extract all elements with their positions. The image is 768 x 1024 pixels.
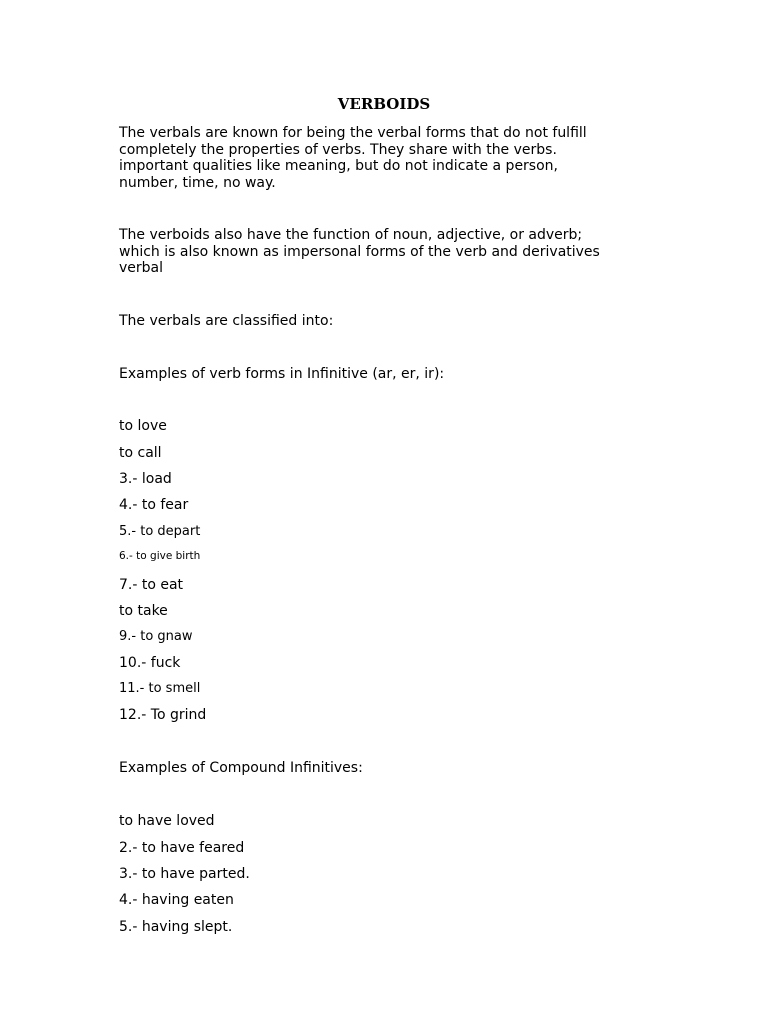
list-item: 2.- to have feared bbox=[119, 840, 245, 856]
function-paragraph: The verboids also have the function of noun, adjective, or adverb; which is also known as impersonal forms of the verb and derivatives verbal bbox=[119, 227, 600, 276]
list-item: to love bbox=[119, 418, 167, 434]
list-item: 6.- to give birth bbox=[119, 550, 201, 562]
intro-paragraph: The verbals are known for being the verbal forms that do not fulfill completely the properties of verbs. They share with the verbs. important qualities like meaning, but do not indicate a person, number, time, no way. bbox=[119, 125, 587, 191]
list-item: to call bbox=[119, 445, 162, 461]
list-item: 5.- to depart bbox=[119, 524, 201, 539]
page-title: VERBOIDS bbox=[337, 95, 431, 113]
infinitive-heading: Examples of verb forms in Infinitive (ar, er, ir): bbox=[119, 366, 445, 382]
list-item: 9.- to gnaw bbox=[119, 629, 193, 644]
classification-paragraph: The verbals are classified into: bbox=[119, 313, 334, 329]
list-item: 3.- load bbox=[119, 471, 172, 487]
list-item: 4.- having eaten bbox=[119, 892, 234, 908]
list-item: 10.- fuck bbox=[119, 655, 181, 671]
list-item: 7.- to eat bbox=[119, 577, 184, 593]
list-item: 11.- to smell bbox=[119, 681, 201, 696]
compound-heading: Examples of Compound Infinitives: bbox=[119, 760, 363, 776]
list-item: 3.- to have parted. bbox=[119, 866, 250, 882]
list-item: 4.- to fear bbox=[119, 497, 189, 513]
list-item: to have loved bbox=[119, 813, 215, 829]
list-item: 5.- having slept. bbox=[119, 919, 233, 935]
list-item: 12.- To grind bbox=[119, 707, 207, 723]
list-item: to take bbox=[119, 603, 168, 619]
